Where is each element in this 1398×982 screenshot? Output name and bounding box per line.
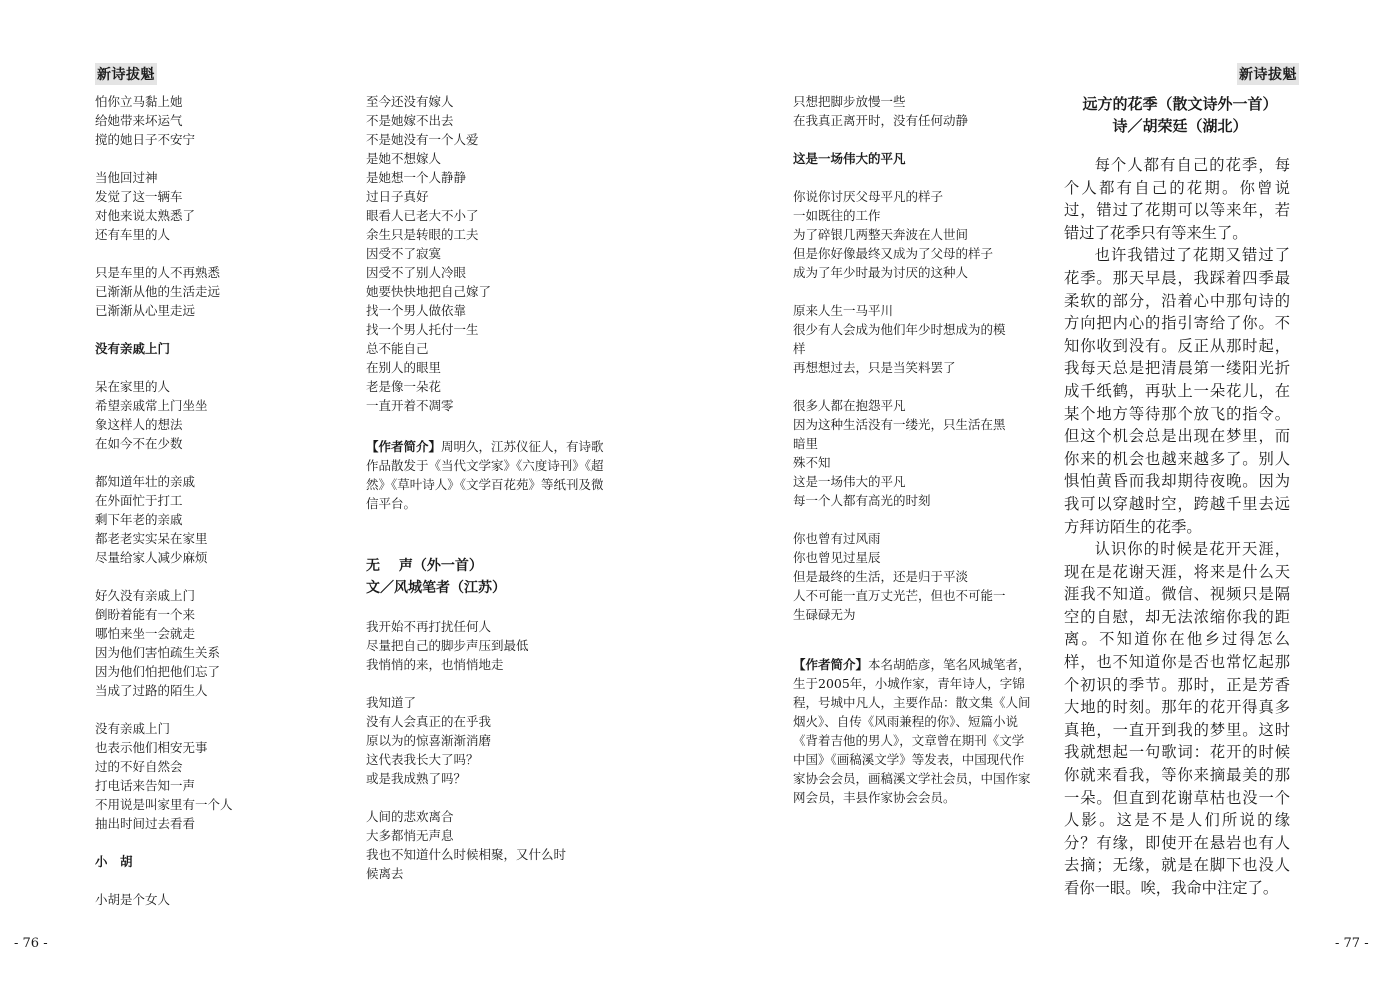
poem-line: 还有车里的人 <box>95 227 171 242</box>
poem-line: 候离去 <box>366 866 404 881</box>
poem-column-2 <box>366 92 491 415</box>
poem-line: 过的不好自然会 <box>95 759 183 774</box>
essay-author: 诗／胡荣廷（湖北） <box>1112 117 1248 135</box>
poem-subtitle: 这是一场伟大的平凡 <box>793 151 906 166</box>
poem-line: 已渐渐从心里走远 <box>95 303 196 318</box>
poem-line: 因受不了寂寞 <box>366 246 442 261</box>
poem-line: 发觉了这一辆车 <box>95 189 183 204</box>
poem-line: 在外面忙于打工 <box>95 493 183 508</box>
stanza-gap <box>95 833 233 852</box>
poem-line: 因受不了别人冷眼 <box>366 265 467 280</box>
stanza-gap <box>793 168 1006 187</box>
poem-line: 为了碎银几两整天奔波在人世间 <box>793 227 969 242</box>
stanza-gap <box>95 871 233 890</box>
page-number-right: - 77 - <box>1335 936 1369 951</box>
poem-line: 都老老实实呆在家里 <box>95 531 208 546</box>
poem-line: 都知道年壮的亲戚 <box>95 474 196 489</box>
poem-author: 文／风城笔者（江苏） <box>366 580 506 596</box>
poem-line: 因为他们怕把他们忘了 <box>95 664 221 679</box>
poem-line: 倒盼着能有一个来 <box>95 607 196 622</box>
poem-line: 不用说是叫家里有一个人 <box>95 797 233 812</box>
poem-line: 当他回过神 <box>95 170 158 185</box>
stanza-gap <box>95 149 233 168</box>
poem-line: 没有人会真正的在乎我 <box>366 714 492 729</box>
poem-line: 一如既往的工作 <box>793 208 881 223</box>
essay-paragraph: 也许我错过了花期又错过了花季。那天早晨，我踩着四季最柔软的部分，沿着心中那句诗的方向把内心的指引寄给了你。不知你收到没有。反正从那时起，我每天总是把清晨第一缕阳光折成千纸鹤，再驮上一朵花儿，在某个地方等待那个放飞的指令。但这个机会总是出现在梦里，而你来的机会也越来越多了。别人惧怕黄昏而我却期待夜晚。因为我可以穿越时空，跨越千里去远方拜访陌生的花季。 <box>1064 246 1290 536</box>
poem-line: 原以为的惊喜渐渐消磨 <box>366 733 492 748</box>
page-number-left: - 76 - <box>14 936 48 951</box>
bio-label: 【作者简介】 <box>793 657 869 672</box>
poem-line: 希望亲戚常上门坐坐 <box>95 398 208 413</box>
poem-line: 在别人的眼里 <box>366 360 442 375</box>
poem-line: 成为了年少时最为讨厌的这种人 <box>793 265 969 280</box>
poem-line: 只想把脚步放慢一些 <box>793 94 906 109</box>
poem-line: 余生只是转眼的工夫 <box>366 227 479 242</box>
stanza-gap <box>95 453 233 472</box>
poem-line: 这是一场伟大的平凡 <box>793 474 906 489</box>
poem-line: 我开始不再打扰任何人 <box>366 619 492 634</box>
poem-line: 在我真正离开时，没有任何动静 <box>793 113 969 128</box>
poem-line: 一直开着不凋零 <box>366 398 454 413</box>
poem-line: 生碌碌无为 <box>793 607 856 622</box>
poem-title-block <box>366 555 506 599</box>
poem-line: 再想想过去，只是当笑料罢了 <box>793 360 956 375</box>
poem-line: 在如今不在少数 <box>95 436 183 451</box>
essay-title: 远方的花季（散文诗外一首） <box>1082 95 1278 113</box>
poem-line: 殊不知 <box>793 455 831 470</box>
stanza-gap <box>95 244 233 263</box>
poem-line: 尽量把自己的脚步声压到最低 <box>366 638 529 653</box>
poem-line: 很多人都在抱怨平凡 <box>793 398 906 413</box>
poem-line: 哪怕来坐一会就走 <box>95 626 196 641</box>
poem-line: 眼看人已老大不小了 <box>366 208 479 223</box>
poem-line: 过日子真好 <box>366 189 429 204</box>
essay-title-block <box>1064 93 1296 137</box>
poem-line: 因为这种生活没有一缕光，只生活在黑 <box>793 417 1006 432</box>
poem-line: 只是车里的人不再熟悉 <box>95 265 221 280</box>
poem-line: 我悄悄的来，也悄悄地走 <box>366 657 504 672</box>
poem-line: 象这样人的想法 <box>95 417 183 432</box>
bio-text: 周明久，江苏仪征人，有诗歌作品散发于《当代文学家》《六度诗刊》《超然》《草叶诗人》《文学百花苑》等纸刊及微信平台。 <box>366 439 604 511</box>
poem-column-1 <box>95 92 233 909</box>
poem-column-3 <box>793 92 1006 624</box>
poem-line: 是她想一个人静静 <box>366 170 467 185</box>
poem-line: 或是我成熟了吗？ <box>366 771 467 786</box>
stanza-gap <box>793 130 1006 149</box>
poem-line: 给她带来坏运气 <box>95 113 183 128</box>
poem-line: 当成了过路的陌生人 <box>95 683 208 698</box>
poem-line: 打电话来告知一声 <box>95 778 196 793</box>
bio-label: 【作者简介】 <box>366 439 442 454</box>
poem-line: 至今还没有嫁人 <box>366 94 454 109</box>
poem-line: 抽出时间过去看看 <box>95 816 196 831</box>
poem-line: 原来人生一马平川 <box>793 303 894 318</box>
poem-column-2b <box>366 617 566 883</box>
poem-line: 已渐渐从他的生活走远 <box>95 284 221 299</box>
stanza-gap <box>95 700 233 719</box>
essay-body <box>1064 154 1290 900</box>
poem-line: 但是最终的生活，还是归于平淡 <box>793 569 969 584</box>
poem-line: 人间的悲欢离合 <box>366 809 454 824</box>
author-bio-1 <box>366 437 606 513</box>
poem-line: 尽量给家人减少麻烦 <box>95 550 208 565</box>
poem-line: 找一个男人托付一生 <box>366 322 479 337</box>
poem-line: 她要快快地把自己嫁了 <box>366 284 492 299</box>
poem-line: 没有亲戚上门 <box>95 721 171 736</box>
poem-subtitle: 没有亲戚上门 <box>95 341 171 356</box>
author-bio-2 <box>793 655 1033 807</box>
poem-line: 你说你讨厌父母平凡的样子 <box>793 189 944 204</box>
poem-line: 小胡是个女人 <box>95 892 171 907</box>
poem-line: 大多都悄无声息 <box>366 828 454 843</box>
poem-line: 是她不想嫁人 <box>366 151 442 166</box>
poem-line: 我知道了 <box>366 695 417 710</box>
poem-line: 对他来说太熟悉了 <box>95 208 196 223</box>
section-tag-right: 新诗拔魁 <box>1237 63 1299 85</box>
poem-line: 好久没有亲戚上门 <box>95 588 196 603</box>
poem-line: 因为他们害怕疏生关系 <box>95 645 221 660</box>
poem-line: 我也不知道什么时候相聚，又什么时 <box>366 847 567 862</box>
stanza-gap <box>95 358 233 377</box>
stanza-gap <box>366 674 566 693</box>
poem-line: 很少有人会成为他们年少时想成为的模 <box>793 322 1006 337</box>
poem-line: 找一个男人做依靠 <box>366 303 467 318</box>
poem-subtitle: 小 胡 <box>95 854 133 869</box>
poem-line: 剩下年老的亲戚 <box>95 512 183 527</box>
poem-line: 呆在家里的人 <box>95 379 171 394</box>
poem-title: 无 声（外一首） <box>366 558 483 574</box>
poem-line: 这代表我长大了吗？ <box>366 752 479 767</box>
poem-line: 人不可能一直万丈光芒，但也不可能一 <box>793 588 1006 603</box>
poem-line: 你也曾见过星辰 <box>793 550 881 565</box>
poem-line: 老是像一朵花 <box>366 379 442 394</box>
poem-line: 每一个人都有高光的时刻 <box>793 493 931 508</box>
essay-paragraph: 每个人都有自己的花季，每个人都有自己的花期。你曾说过，错过了花期可以等来年，若错过了花季只有等来生了。 <box>1064 156 1290 242</box>
bio-text: 本名胡皓彦，笔名风城笔者，生于2005年，小城作家，青年诗人，字锦程，号城中凡人，主要作品：散文集《人间烟火》、自传《风雨兼程的你》、短篇小说《背着吉他的男人》，文章曾在期刊《文学中国》《画稿溪文学》等发表，中国现代作家协会会员，画稿溪文学社会员，中国作家网会员，丰县作家协会会员。 <box>793 657 1031 805</box>
poem-line: 你也曾有过风雨 <box>793 531 881 546</box>
poem-line: 搅的她日子不安宁 <box>95 132 196 147</box>
poem-line: 也表示他们相安无事 <box>95 740 208 755</box>
stanza-gap <box>793 510 1006 529</box>
poem-line: 样 <box>793 341 806 356</box>
poem-line: 总不能自己 <box>366 341 429 356</box>
poem-line: 不是她嫁不出去 <box>366 113 454 128</box>
poem-line: 不是她没有一个人爱 <box>366 132 479 147</box>
stanza-gap <box>366 788 566 807</box>
stanza-gap <box>793 377 1006 396</box>
stanza-gap <box>793 282 1006 301</box>
stanza-gap <box>95 320 233 339</box>
poem-line: 怕你立马黏上她 <box>95 94 183 109</box>
essay-paragraph: 认识你的时候是花开天涯，现在是花谢天涯，将来是什么天涯我不知道。微信、视频只是隔空的自慰，却无法浓缩你我的距离。不知道你在他乡过得怎么样，也不知道你是否也常忆起那个初识的季节。那时，正是芳香大地的时刻。那年的花开得真多真艳，一直开到我的梦里。这时我就想起一句歌词：花开的时候你就来看我，等你来摘最美的那一朵。但直到花谢草枯也没一个人影。这是不是人们所说的缘分？有缘，即使开在悬岩也有人去摘；无缘，就是在脚下也没人看你一眼。唉，我命中注定了。 <box>1064 540 1290 897</box>
section-tag-left: 新诗拔魁 <box>95 63 157 85</box>
poem-line: 暗里 <box>793 436 819 451</box>
stanza-gap <box>95 567 233 586</box>
poem-line: 但是你好像最终又成为了父母的样子 <box>793 246 994 261</box>
